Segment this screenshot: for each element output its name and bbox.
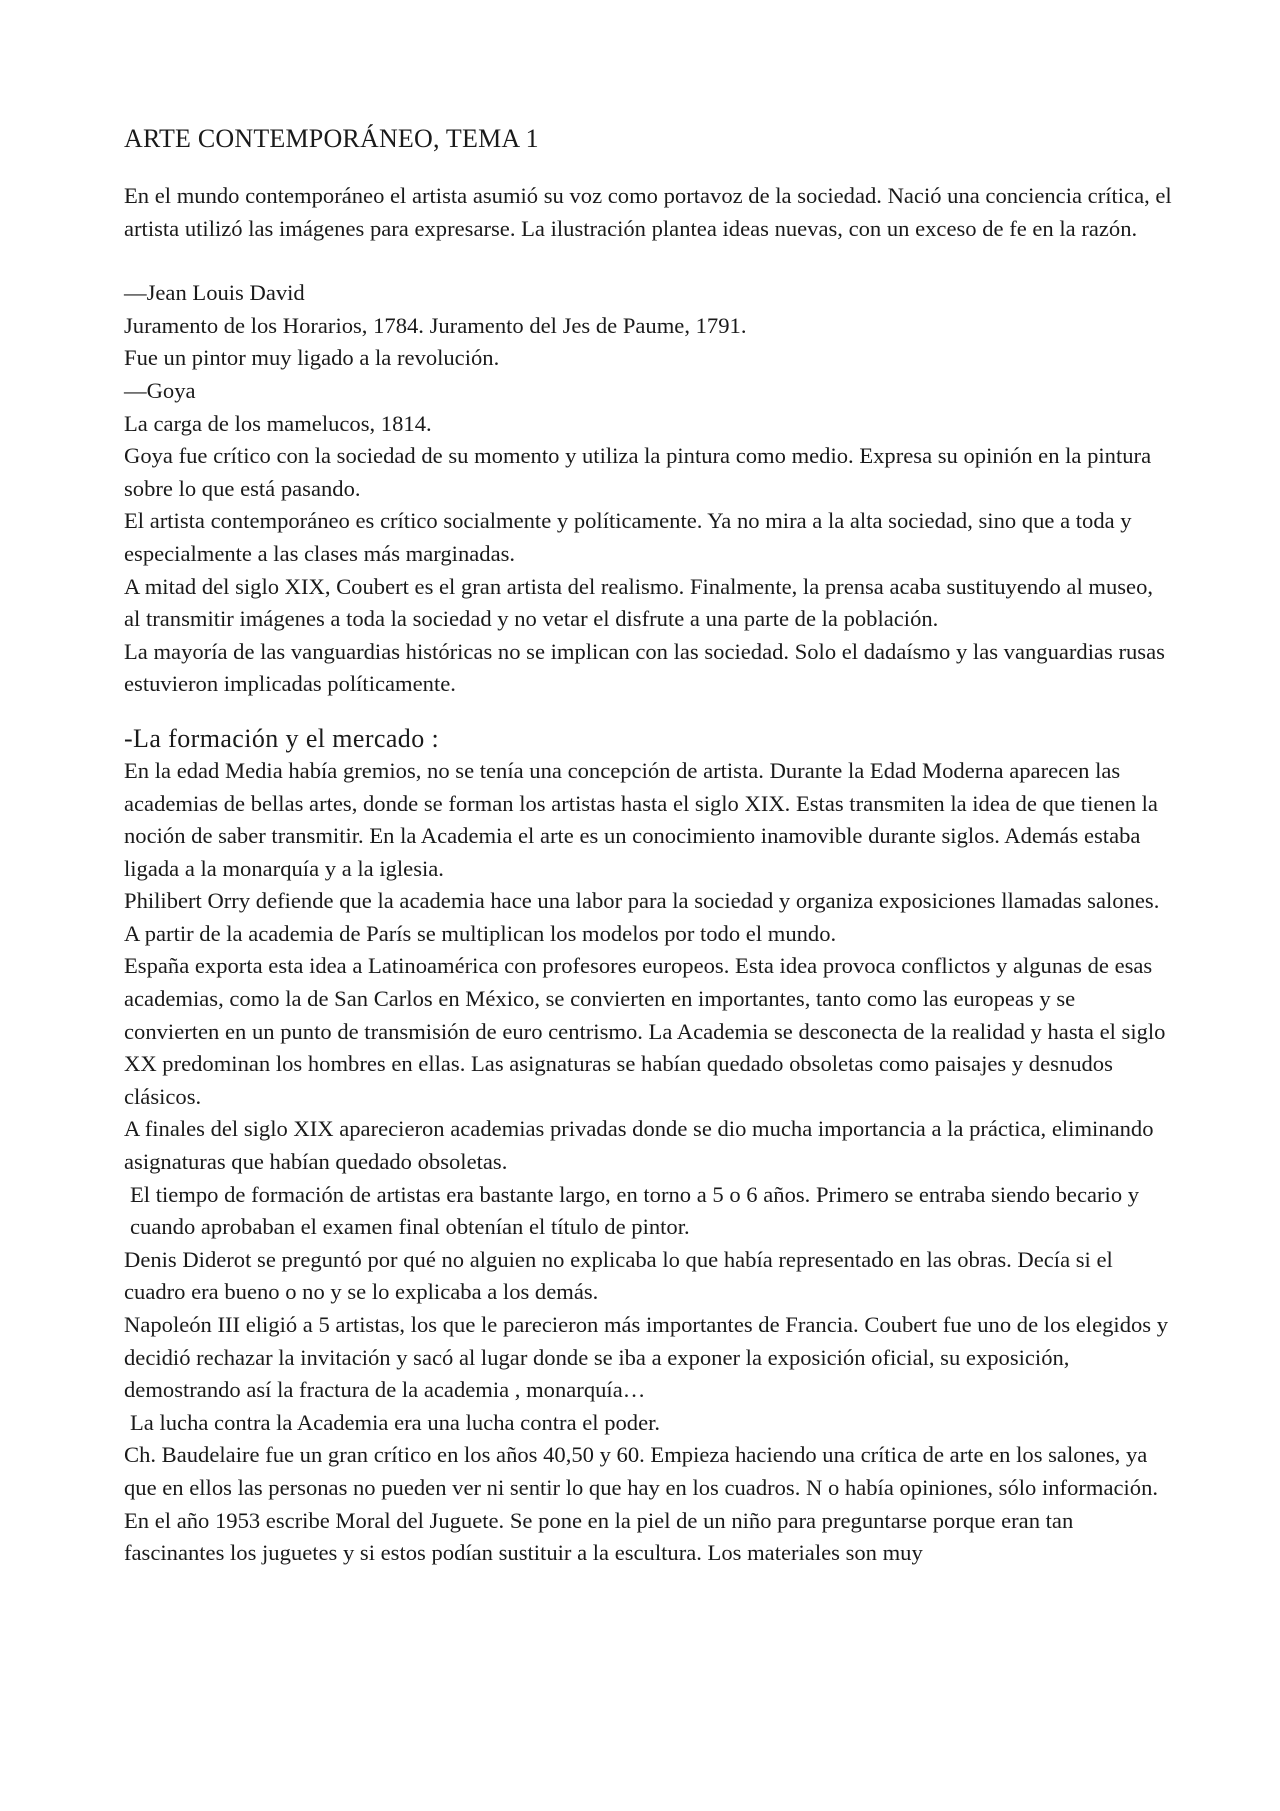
text-line: Juramento de los Horarios, 1784. Juramento del Jes de Paume, 1791. — [124, 312, 747, 338]
text-line: —Jean Louis David — [124, 280, 305, 306]
text-paragraph: Ch. Baudelaire fue un gran crítico en los años 40,50 y 60. Empieza haciendo una crítica de arte en los salones, ya que en ellos las personas no pueden ver ni sentir lo que hay en los cuadros. N o había opiniones, sólo información. — [124, 1442, 1159, 1500]
text-paragraph: España exporta esta idea a Latinoamérica con profesores europeos. Esta idea provoca conflictos y algunas de esas academias, como la de San Carlos en México, se convierten en importantes, tanto como las europeas y se convierten en un punto de transmisión de euro centrismo. La Academia se desconecta de la realidad y hasta el siglo XX predominan los hombres en ellas. Las asignaturas se habían quedado obsoletas como paisajes y desnudos clásicos. — [124, 953, 1166, 1109]
text-paragraph: Napoleón III eligió a 5 artistas, los que le parecieron más importantes de Francia. Coubert fue uno de los elegidos y decidió rechazar la invitación y sacó al lugar donde se iba a exponer la exposición oficial, su exposición, demostrando así la fractura de la academia , monarquía… — [124, 1312, 1169, 1403]
text-paragraph: A mitad del siglo XIX, Coubert es el gran artista del realismo. Finalmente, la prensa acaba sustituyendo al museo, al transmitir imágenes a toda la sociedad y no vetar el disfrute a una parte de la población. — [124, 573, 1154, 632]
intro-paragraph: En el mundo contemporáneo el artista asumió su voz como portavoz de la sociedad. Nació una conciencia crítica, el artista utilizó las imágenes para expresarse. La ilustración plantea ideas nuevas, con un exceso de fe en la razón. — [124, 183, 1172, 241]
text-line: —Goya — [124, 377, 196, 403]
text-paragraph: En el año 1953 escribe Moral del Juguete. Se pone en la piel de un niño para preguntarse porque eran tan fascinantes los juguetes y si estos podían sustituir a la escultura. Los materiales son muy — [124, 1507, 1074, 1566]
text-paragraph: El tiempo de formación de artistas era bastante largo, en torno a 5 o 6 años. Primero se entraba siendo becario y cuando aprobaban el examen final obtenían el título de pintor. — [130, 1181, 1140, 1240]
text-line: Fue un pintor muy ligado a la revolución. — [124, 345, 500, 371]
document-title: ARTE CONTEMPORÁNEO, TEMA 1 — [124, 124, 539, 153]
text-paragraph: El artista contemporáneo es crítico socialmente y políticamente. Ya no mira a la alta sociedad, sino que a toda y especialmente a las clases más marginadas. — [124, 508, 1132, 566]
text-paragraph: Goya fue crítico con la sociedad de su momento y utiliza la pintura como medio. Expresa su opinión en la pintura sobre lo que está pasando. — [124, 443, 1152, 501]
text-paragraph: Denis Diderot se preguntó por qué no alguien no explicaba lo que había representado en las obras. Decía si el cuadro era bueno o no y se lo explicaba a los demás. — [124, 1246, 1113, 1305]
text-paragraph: A finales del siglo XIX aparecieron academias privadas donde se dio mucha importancia a la práctica, eliminando asignaturas que habían quedado obsoletas. — [124, 1116, 1154, 1175]
document-body — [124, 122, 1174, 1570]
text-paragraph: La mayoría de las vanguardias históricas no se implican con las sociedad. Solo el dadaísmo y las vanguardias rusas estuvieron implicadas políticamente. — [124, 638, 1165, 697]
text-line: La lucha contra la Academia era una lucha contra el poder. — [130, 1409, 661, 1435]
text-paragraph: En la edad Media había gremios, no se tenía una concepción de artista. Durante la Edad Moderna aparecen las academias de bellas artes, donde se forman los artistas hasta el siglo XIX. Estas transmiten la idea de que tienen la noción de saber transmitir. En la Academia el arte es un conocimiento inamovible durante siglos. Además estaba ligada a la monarquía y a la iglesia. — [124, 757, 1158, 881]
section-heading: -La formación y el mercado : — [124, 723, 440, 753]
text-line: La carga de los mamelucos, 1814. — [124, 410, 432, 436]
paragraph-gap — [124, 245, 1174, 277]
text-paragraph: Philibert Orry defiende que la academia hace una labor para la sociedad y organiza exposiciones llamadas salones. A partir de la academia de París se multiplican los modelos por todo el mundo. — [124, 888, 1160, 946]
